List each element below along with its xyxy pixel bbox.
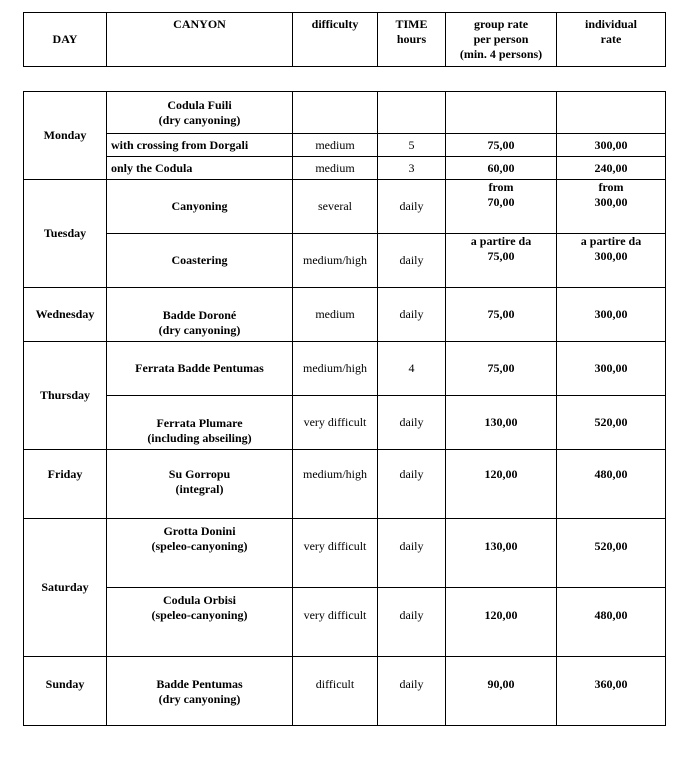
header-row bbox=[24, 13, 666, 67]
group-rate-cell: 90,00 bbox=[446, 657, 557, 726]
canyon-cell: Grotta Donini (speleo-canyoning) bbox=[107, 519, 293, 588]
table-row bbox=[24, 657, 666, 726]
table-row bbox=[24, 342, 666, 396]
time-cell: daily bbox=[378, 519, 446, 588]
canyon-cell: Codula Orbisi (speleo-canyoning) bbox=[107, 588, 293, 657]
individual-rate-cell: 360,00 bbox=[557, 657, 666, 726]
difficulty-cell: medium bbox=[293, 134, 378, 157]
individual-rate-cell: 480,00 bbox=[557, 450, 666, 519]
group-rate-cell: 120,00 bbox=[446, 588, 557, 657]
day-cell: Thursday bbox=[24, 342, 107, 450]
header-difficulty: difficulty bbox=[293, 13, 378, 67]
header-time: TIME hours bbox=[378, 13, 446, 67]
group-rate-cell bbox=[446, 92, 557, 134]
individual-rate-cell: 480,00 bbox=[557, 588, 666, 657]
difficulty-cell: very difficult bbox=[293, 519, 378, 588]
canyon-cell: only the Codula bbox=[107, 157, 293, 180]
table-row bbox=[24, 180, 666, 234]
table-row bbox=[24, 234, 666, 288]
individual-rate-cell: a partire da 300,00 bbox=[557, 234, 666, 288]
individual-rate-cell: 300,00 bbox=[557, 134, 666, 157]
time-cell: daily bbox=[378, 288, 446, 342]
schedule-table bbox=[23, 91, 666, 726]
canyon-cell: with crossing from Dorgali bbox=[107, 134, 293, 157]
difficulty-cell: several bbox=[293, 180, 378, 234]
table-row bbox=[24, 588, 666, 657]
group-rate-cell: 130,00 bbox=[446, 519, 557, 588]
table-row bbox=[24, 450, 666, 519]
difficulty-cell bbox=[293, 92, 378, 134]
table-row bbox=[24, 288, 666, 342]
day-cell: Monday bbox=[24, 92, 107, 180]
time-cell: daily bbox=[378, 657, 446, 726]
difficulty-cell: very difficult bbox=[293, 588, 378, 657]
header-day: DAY bbox=[24, 13, 107, 67]
group-rate-cell: from 70,00 bbox=[446, 180, 557, 234]
canyon-cell: Ferrata Badde Pentumas bbox=[107, 342, 293, 396]
difficulty-cell: medium/high bbox=[293, 234, 378, 288]
day-cell: Friday bbox=[24, 450, 107, 519]
group-rate-cell: 75,00 bbox=[446, 134, 557, 157]
time-cell: daily bbox=[378, 588, 446, 657]
time-cell: daily bbox=[378, 450, 446, 519]
difficulty-cell: difficult bbox=[293, 657, 378, 726]
time-cell: daily bbox=[378, 180, 446, 234]
canyon-cell: Coastering bbox=[107, 234, 293, 288]
group-rate-cell: 60,00 bbox=[446, 157, 557, 180]
day-cell: Saturday bbox=[24, 519, 107, 657]
time-cell bbox=[378, 92, 446, 134]
difficulty-cell: medium/high bbox=[293, 342, 378, 396]
header-group-rate: group rate per person (min. 4 persons) bbox=[446, 13, 557, 67]
day-cell: Sunday bbox=[24, 657, 107, 726]
difficulty-cell: medium bbox=[293, 288, 378, 342]
difficulty-cell: medium/high bbox=[293, 450, 378, 519]
canyon-cell: Su Gorropu (integral) bbox=[107, 450, 293, 519]
header-canyon: CANYON bbox=[107, 13, 293, 67]
time-cell: daily bbox=[378, 234, 446, 288]
group-rate-cell: a partire da 75,00 bbox=[446, 234, 557, 288]
day-cell: Tuesday bbox=[24, 180, 107, 288]
table-row bbox=[24, 157, 666, 180]
difficulty-cell: very difficult bbox=[293, 396, 378, 450]
table-row bbox=[24, 92, 666, 134]
table-row bbox=[24, 396, 666, 450]
individual-rate-cell: 520,00 bbox=[557, 396, 666, 450]
group-rate-cell: 120,00 bbox=[446, 450, 557, 519]
time-cell: 4 bbox=[378, 342, 446, 396]
difficulty-cell: medium bbox=[293, 157, 378, 180]
individual-rate-cell: 520,00 bbox=[557, 519, 666, 588]
group-rate-cell: 130,00 bbox=[446, 396, 557, 450]
time-cell: 3 bbox=[378, 157, 446, 180]
canyon-cell: Badde Pentumas (dry canyoning) bbox=[107, 657, 293, 726]
canyon-cell: Ferrata Plumare (including abseiling) bbox=[107, 396, 293, 450]
header-table bbox=[23, 12, 666, 67]
individual-rate-cell: 240,00 bbox=[557, 157, 666, 180]
individual-rate-cell: 300,00 bbox=[557, 342, 666, 396]
group-rate-cell: 75,00 bbox=[446, 288, 557, 342]
time-cell: 5 bbox=[378, 134, 446, 157]
time-cell: daily bbox=[378, 396, 446, 450]
canyon-cell: Codula Fuili (dry canyoning) bbox=[107, 92, 293, 134]
individual-rate-cell: 300,00 bbox=[557, 288, 666, 342]
group-rate-cell: 75,00 bbox=[446, 342, 557, 396]
header-individual-rate: individual rate bbox=[557, 13, 666, 67]
day-cell: Wednesday bbox=[24, 288, 107, 342]
table-row bbox=[24, 134, 666, 157]
table-row bbox=[24, 519, 666, 588]
canyon-cell: Canyoning bbox=[107, 180, 293, 234]
canyon-cell: Badde Doroné (dry canyoning) bbox=[107, 288, 293, 342]
individual-rate-cell bbox=[557, 92, 666, 134]
individual-rate-cell: from 300,00 bbox=[557, 180, 666, 234]
